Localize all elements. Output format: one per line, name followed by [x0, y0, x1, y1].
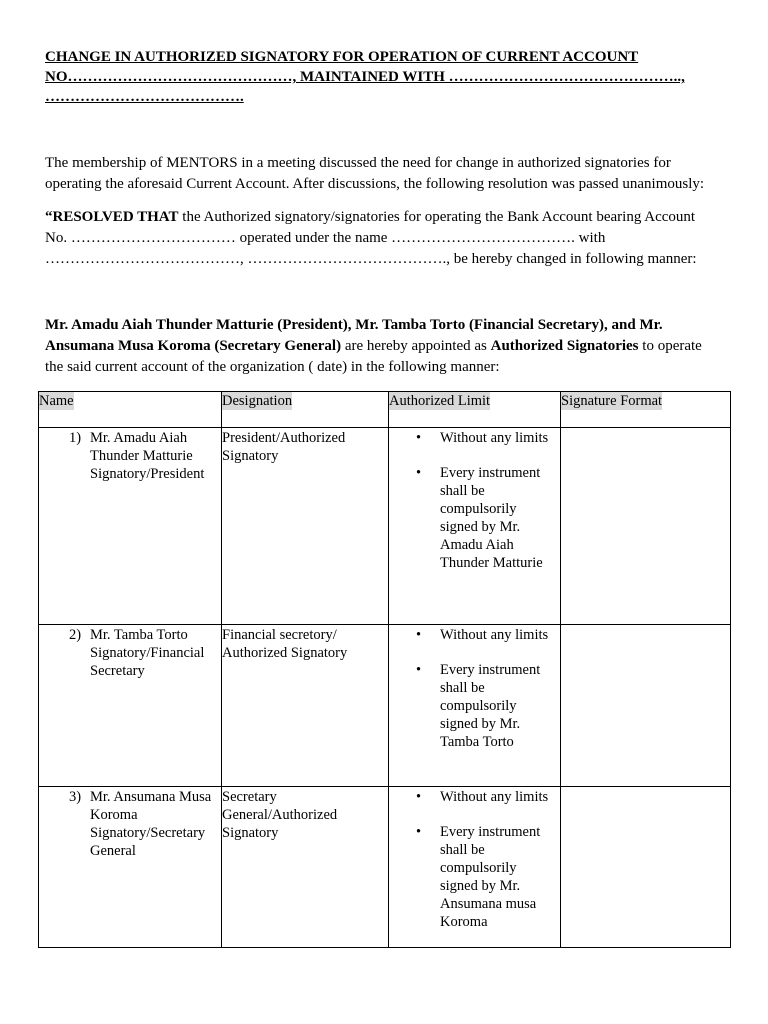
appointment-line-1: Mr. Amadu Aiah Thunder Matturie (President), Mr. Tamba Torto (Financial Secretary), and Mr. — [45, 317, 663, 333]
row-3-limit-2: • Every instrument shall be compulsorily signed by Mr. Ansumana musa Koroma — [389, 823, 560, 931]
row-2-name: Mr. Tamba Torto Signatory/Financial Secretary — [90, 627, 205, 679]
row-3-designation-cell — [222, 787, 389, 948]
resolution-lead: “RESOLVED THAT — [45, 209, 179, 225]
signatory-table — [38, 391, 731, 948]
resolution-paragraph — [45, 207, 725, 270]
title-line-1: CHANGE IN AUTHORIZED SIGNATORY FOR OPERATION OF CURRENT ACCOUNT — [45, 49, 639, 65]
row-3-signature-cell — [561, 787, 731, 948]
appointment-line-3: the said current account of the organization ( date) in the following manner: — [45, 359, 500, 375]
row-2-designation-cell — [222, 625, 389, 787]
row-1-limit-2: • Every instrument shall be compulsorily signed by Mr. Amadu Aiah Thunder Matturie — [389, 464, 560, 572]
row-1-name-cell — [39, 428, 222, 625]
row-1-number: 1) — [69, 430, 82, 446]
header-designation — [222, 392, 389, 428]
row-3-name: Mr. Ansumana Musa Koroma Signatory/Secretary General — [90, 789, 212, 859]
header-name-label: Name — [39, 393, 74, 409]
title-line-2: NO………………………………………, MAINTAINED WITH ……………………………………….., — [45, 69, 685, 85]
row-1-signature-cell — [561, 428, 731, 625]
row-3-designation: Secretary General/Authorized Signatory — [222, 789, 338, 841]
row-2-designation: Financial secretory/ Authorized Signatory — [222, 627, 348, 661]
resolution-line-1-rest: the Authorized signatory/signatories for operating the Bank Account bearing Account — [178, 209, 696, 225]
header-name — [39, 392, 222, 428]
intro-line-1: The membership of MENTORS in a meeting discussed the need for change in authorized signatories for — [45, 155, 671, 171]
row-2-name-cell — [39, 625, 222, 787]
row-3-number: 3) — [69, 789, 82, 805]
header-designation-label: Designation — [222, 393, 293, 409]
row-2-limit-cell — [389, 625, 561, 787]
header-signature-label: Signature Format — [561, 393, 663, 409]
row-2-limit-1: • Without any limits — [389, 626, 560, 644]
row-3-limit-1: • Without any limits — [389, 788, 560, 806]
row-3-name-cell — [39, 787, 222, 948]
header-signature-format — [561, 392, 731, 428]
row-2-number: 2) — [69, 627, 82, 643]
row-1-limit-1: • Without any limits — [389, 429, 560, 447]
appointment-line-2 — [45, 336, 725, 357]
header-authorized-limit — [389, 392, 561, 428]
appointment-role: Authorized Signatories — [490, 338, 639, 354]
row-1-designation: President/Authorized Signatory — [222, 430, 346, 464]
table-header-row — [39, 392, 731, 428]
table-row — [39, 625, 731, 787]
table-row — [39, 787, 731, 948]
row-1-limit-cell — [389, 428, 561, 625]
appointment-paragraph — [45, 315, 725, 378]
header-limit-label: Authorized Limit — [389, 393, 491, 409]
row-2-limit-2: • Every instrument shall be compulsorily signed by Mr. Tamba Torto — [389, 661, 560, 751]
row-3-limit-cell — [389, 787, 561, 948]
document-title — [45, 47, 725, 107]
table-row — [39, 428, 731, 625]
title-line-3: …………………………………. — [45, 89, 244, 105]
row-1-designation-cell — [222, 428, 389, 625]
intro-paragraph — [45, 153, 725, 195]
row-2-signature-cell — [561, 625, 731, 787]
appointment-names: Ansumana Musa Koroma (Secretary General) — [45, 338, 342, 354]
appointment-text: are hereby appointed as — [341, 338, 491, 354]
intro-line-2: operating the aforesaid Current Account. After discussions, the following resolution was passed unanimously: — [45, 176, 705, 192]
appointment-end: to operate — [638, 338, 702, 354]
resolution-line-3: …………………………………, …………………………………., be hereby changed in following manner: — [45, 251, 697, 267]
resolution-line-1 — [45, 207, 725, 228]
row-1-name: Mr. Amadu Aiah Thunder Matturie Signatory/President — [90, 430, 205, 482]
resolution-line-2: No. …………………………… operated under the name ………………………………. with — [45, 230, 606, 246]
